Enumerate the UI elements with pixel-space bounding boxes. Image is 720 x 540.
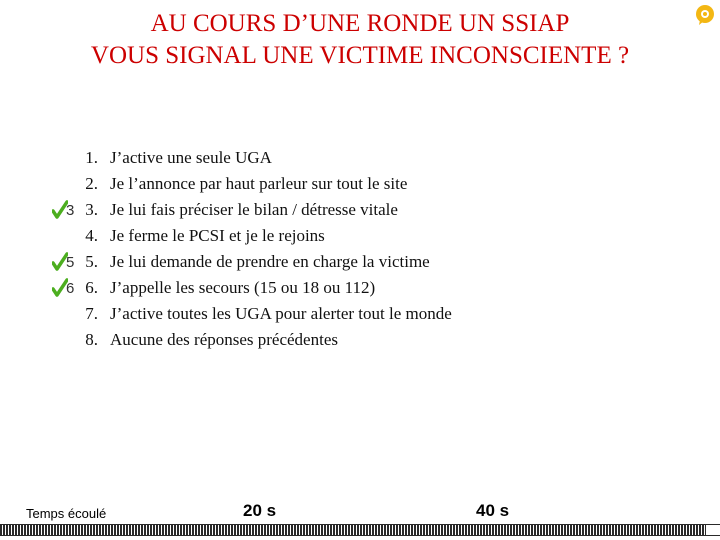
answer-number: 7. — [85, 304, 98, 323]
timer-mark-40: 40 s — [476, 501, 510, 520]
answer-text: Je lui fais préciser le bilan / détresse vitale — [110, 200, 398, 219]
answer-text: Je lui demande de prendre en charge la victime — [110, 252, 430, 271]
answer-number: 1. — [85, 148, 98, 167]
checkmark-number: 3 — [66, 202, 75, 219]
answer-item[interactable] — [0, 223, 720, 249]
help-bubble-icon[interactable] — [694, 4, 716, 26]
answer-text: Je ferme le PCSI et je le rejoins — [110, 226, 325, 245]
answer-item[interactable] — [0, 275, 720, 301]
answer-number: 4. — [85, 226, 98, 245]
answer-text: J’active une seule UGA — [110, 148, 272, 167]
answer-text: J’active toutes les UGA pour alerter tout le monde — [110, 304, 452, 323]
answer-text: Aucune des réponses précédentes — [110, 330, 338, 349]
answer-text: J’appelle les secours (15 ou 18 ou 112) — [110, 278, 376, 297]
answer-list — [0, 145, 720, 353]
timer-mark-20: 20 s — [243, 501, 277, 520]
checkmark-icon — [52, 250, 80, 274]
answer-item[interactable] — [0, 171, 720, 197]
question-title-line2: VOUS SIGNAL UNE VICTIME INCONSCIENTE ? — [90, 42, 630, 69]
answer-number: 8. — [85, 330, 98, 349]
timer-label: Temps écoulé — [26, 506, 107, 521]
checkmark-number: 6 — [66, 280, 75, 297]
answer-item[interactable] — [0, 197, 720, 223]
answer-number: 3. — [85, 200, 98, 219]
answer-number: 2. — [85, 174, 98, 193]
question-title — [0, 8, 720, 72]
answer-text: Je l’annonce par haut parleur sur tout le site — [110, 174, 408, 193]
question-title-line1: AU COURS D’UNE RONDE UN SSIAP — [150, 10, 570, 37]
checkmark-number: 5 — [66, 254, 75, 271]
checkmark-icon — [52, 276, 80, 300]
timer-progress-bar — [0, 524, 720, 536]
answer-number: 5. — [85, 252, 98, 271]
answer-item[interactable] — [0, 249, 720, 275]
checkmark-icon — [52, 198, 80, 222]
answer-item[interactable] — [0, 301, 720, 327]
answer-item[interactable] — [0, 145, 720, 171]
answer-number: 6. — [85, 278, 98, 297]
answer-item[interactable] — [0, 327, 720, 353]
timer-bar-end — [706, 525, 720, 535]
